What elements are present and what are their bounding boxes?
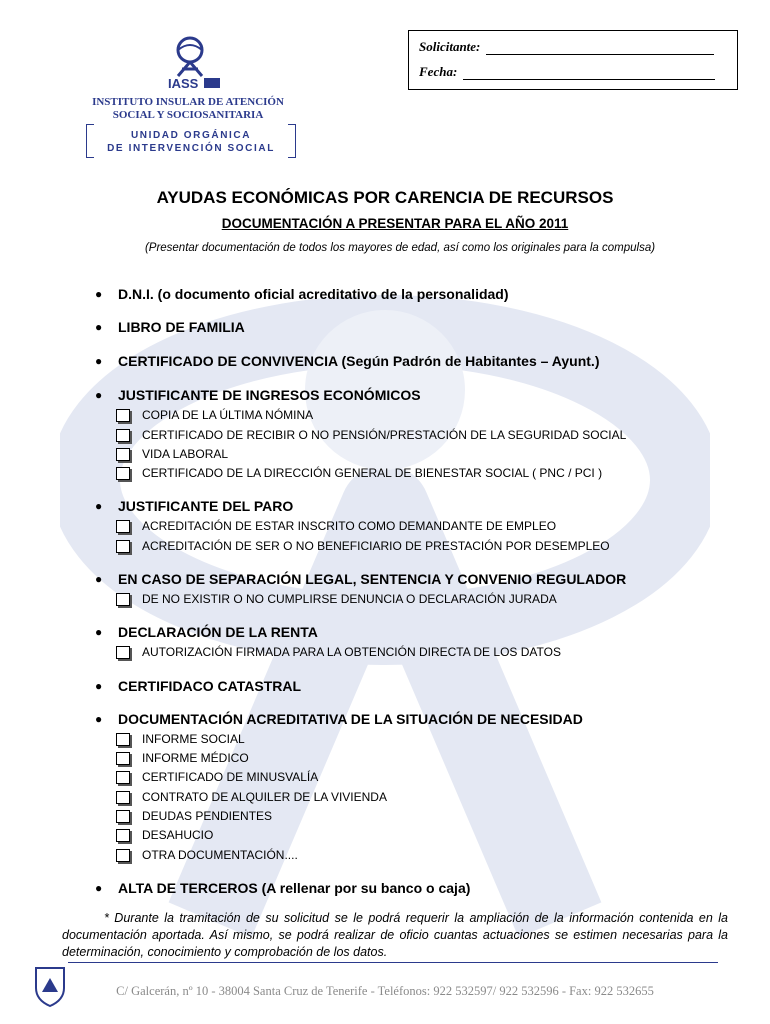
checkbox-item[interactable] (142, 466, 602, 481)
logo-text: IASS (168, 76, 199, 91)
list-item (95, 677, 302, 695)
date-label: Fecha: (419, 64, 458, 79)
checkbox-item[interactable] (142, 645, 561, 660)
applicant-box (408, 30, 738, 90)
closing-text: * Durante la tramitación de su solicitud se le podrá requerir la ampliación de la información contenida en la documentación aportada. Así mismo, se podrá realizar de oficio cuantas actuaciones se estimen necesarias para la determinación, conocimiento y comprobación de los datos. (62, 911, 728, 959)
checkbox[interactable] (116, 409, 130, 422)
bullet-icon: ● (95, 287, 103, 301)
list-item-label: CERTIFIDACO CATASTRAL (118, 678, 302, 694)
checkbox-item[interactable] (142, 828, 213, 843)
unit-line-2: DE INTERVENCIÓN SOCIAL (107, 143, 275, 154)
list-item-label: CERTIFICADO DE CONVIVENCIA (Según Padrón de Habitantes – Ayunt.) (118, 353, 600, 369)
checkbox-item[interactable] (142, 428, 626, 443)
checkbox[interactable] (116, 771, 130, 784)
applicant-row (419, 39, 714, 55)
checkbox[interactable] (116, 733, 130, 746)
unit-name (86, 124, 296, 158)
checkbox-label: INFORME SOCIAL (142, 732, 245, 746)
checkbox[interactable] (116, 540, 130, 553)
checkbox[interactable] (116, 593, 130, 606)
bullet-icon: ● (95, 572, 103, 586)
checkbox-label: DESAHUCIO (142, 828, 214, 842)
list-item (95, 879, 471, 897)
page-subtitle: DOCUMENTACIÓN A PRESENTAR PARA EL AÑO 2011 (221, 216, 569, 231)
bullet-icon: ● (95, 679, 103, 693)
list-item-label: EN CASO DE SEPARACIÓN LEGAL, SENTENCIA Y CONVENIO REGULADOR (118, 571, 627, 587)
list-item-label: DOCUMENTACIÓN ACREDITATIVA DE LA SITUACIÓN DE NECESIDAD (118, 711, 583, 727)
bullet-icon: ● (95, 499, 103, 513)
list-item-label: D.N.I. (o documento oficial acreditativo de la personalidad) (118, 286, 509, 302)
applicant-input-line[interactable] (486, 43, 714, 55)
unit-line-1: UNIDAD ORGÁNICA (130, 130, 252, 141)
date-row (419, 64, 715, 80)
checkbox-label: ACREDITACIÓN DE SER O NO BENEFICIARIO DE PRESTACIÓN POR DESEMPLEO (142, 539, 610, 553)
checkbox-label: AUTORIZACIÓN FIRMADA PARA LA OBTENCIÓN DIRECTA DE LOS DATOS (142, 645, 561, 659)
list-item (95, 285, 509, 303)
checkbox-item[interactable] (142, 809, 272, 824)
list-item-label: ALTA DE TERCEROS (A rellenar por su banco o caja) (118, 880, 471, 896)
checkbox-label: INFORME MÉDICO (142, 751, 249, 765)
bullet-icon: ● (95, 320, 103, 334)
bullet-icon: ● (95, 388, 103, 402)
checkbox[interactable] (116, 646, 130, 659)
page-title: AYUDAS ECONÓMICAS POR CARENCIA DE RECURSOS (156, 188, 614, 207)
list-item (95, 623, 318, 641)
checkbox[interactable] (116, 810, 130, 823)
checkbox[interactable] (116, 429, 130, 442)
checkbox-label: DE NO EXISTIR O NO CUMPLIRSE DENUNCIA O DECLARACIÓN JURADA (142, 592, 557, 606)
list-item (95, 570, 627, 588)
instructions-note: (Presentar documentación de todos los mayores de edad, así como los originales para la compulsa) (144, 242, 656, 254)
footer-address: C/ Galcerán, nº 10 - 38004 Santa Cruz de Tenerife - Teléfonos: 922 532597/ 922 532596 - Fax: 922 532655 (116, 984, 654, 998)
list-item (95, 386, 421, 404)
checkbox-label: CONTRATO DE ALQUILER DE LA VIVIENDA (142, 790, 387, 804)
bullet-icon: ● (95, 354, 103, 368)
checkbox-label: CERTIFICADO DE LA DIRECCIÓN GENERAL DE BIENESTAR SOCIAL ( PNC / PCI ) (142, 466, 603, 480)
bullet-icon: ● (95, 625, 103, 639)
date-input-line[interactable] (463, 68, 715, 80)
checkbox-label: VIDA LABORAL (142, 447, 229, 461)
checkbox-item[interactable] (142, 732, 245, 747)
checkbox[interactable] (116, 829, 130, 842)
list-item (95, 318, 245, 336)
list-item-label: JUSTIFICANTE DE INGRESOS ECONÓMICOS (118, 387, 421, 403)
checkbox-label: OTRA DOCUMENTACIÓN.... (142, 848, 298, 862)
applicant-label: Solicitante: (419, 39, 481, 54)
checkbox-label: ACREDITACIÓN DE ESTAR INSCRITO COMO DEMANDANTE DE EMPLEO (142, 519, 557, 533)
institution-line-2: SOCIAL Y SOCIOSANITARIA (112, 109, 264, 121)
checkbox-item[interactable] (142, 770, 318, 785)
checkbox[interactable] (116, 520, 130, 533)
checkbox-label: CERTIFICADO DE RECIBIR O NO PENSIÓN/PRESTACIÓN DE LA SEGURIDAD SOCIAL (142, 428, 627, 442)
checkbox-item[interactable] (142, 519, 556, 534)
checkbox-item[interactable] (142, 408, 313, 423)
checkbox-item[interactable] (142, 592, 557, 607)
institution-line-1: INSTITUTO INSULAR DE ATENCIÓN (92, 96, 284, 108)
checkbox[interactable] (116, 752, 130, 765)
list-item-label: JUSTIFICANTE DEL PARO (118, 498, 294, 514)
list-item (95, 710, 583, 728)
iass-logo (160, 36, 230, 92)
institution-name (88, 96, 288, 122)
closing-note (62, 910, 728, 961)
checkbox[interactable] (116, 467, 130, 480)
bullet-icon: ● (95, 881, 103, 895)
checkbox-item[interactable] (142, 539, 610, 554)
bullet-icon: ● (95, 712, 103, 726)
checkbox-item[interactable] (142, 790, 387, 805)
checkbox-label: COPIA DE LA ÚLTIMA NÓMINA (142, 408, 314, 422)
checkbox-item[interactable] (142, 848, 298, 863)
list-item (95, 352, 600, 370)
list-item (95, 497, 294, 515)
checkbox[interactable] (116, 448, 130, 461)
list-item-label: DECLARACIÓN DE LA RENTA (118, 624, 318, 640)
checkbox[interactable] (116, 791, 130, 804)
checkbox[interactable] (116, 849, 130, 862)
checkbox-item[interactable] (142, 447, 228, 462)
checkbox-item[interactable] (142, 751, 249, 766)
checkbox-label: DEUDAS PENDIENTES (142, 809, 273, 823)
list-item-label: LIBRO DE FAMILIA (118, 319, 245, 335)
checkbox-label: CERTIFICADO DE MINUSVALÍA (142, 770, 319, 784)
footer-divider (68, 962, 718, 963)
